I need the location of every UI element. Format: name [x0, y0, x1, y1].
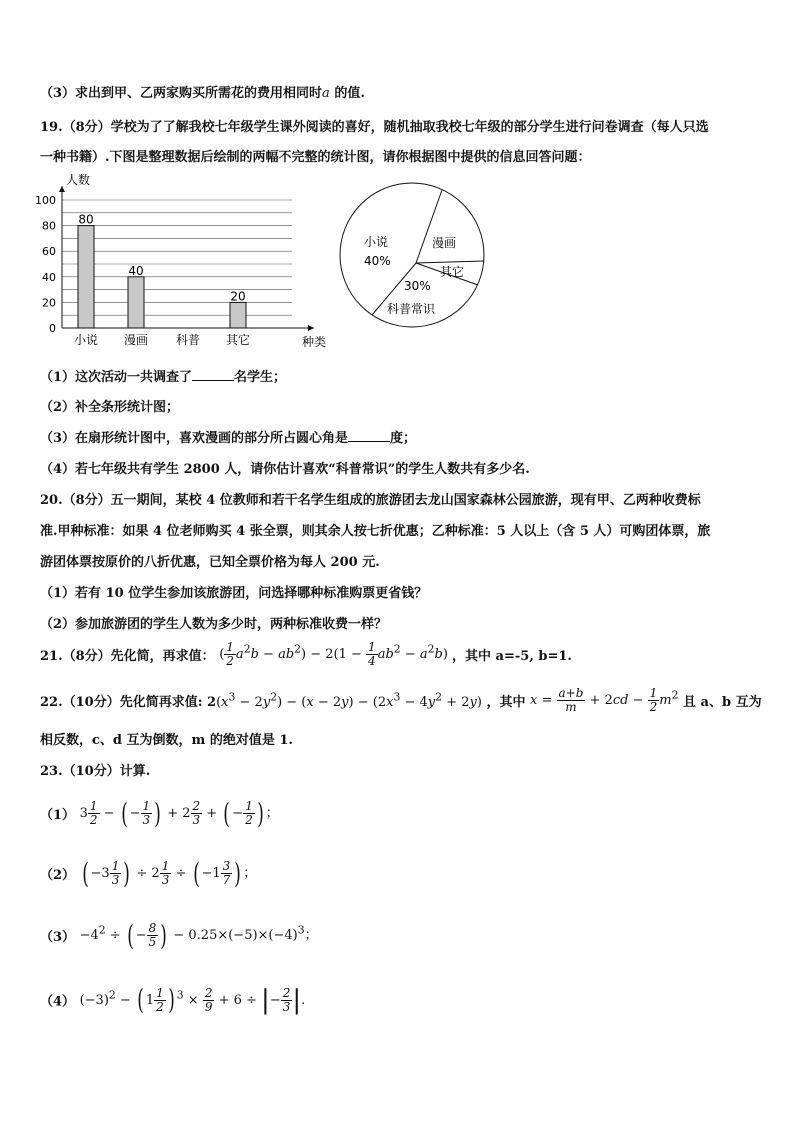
y-tick-label: 40	[42, 270, 56, 284]
x-tick-label: 科普	[175, 333, 201, 347]
y-tick-label: 100	[35, 194, 56, 207]
bar-value-label: 20	[230, 289, 246, 304]
q21-expression: ( $\frac{1}{2}$ $a^2b - ab^2) - 2(1$ − $\frac{1}{4}$ $ab^2 - a^2b$)	[219, 640, 453, 668]
y-tick-label: 60	[42, 245, 56, 259]
q23-2-expression: ( −3 $\frac{1}{3}$ ) ÷ 2 $\frac{1}{3}$ ÷ ( −1 $\frac{3}{7}$ ) ；	[81, 856, 257, 890]
q20-line-3: 游团体票按原价的八折优惠，已知全票价格为每人 200 元.	[40, 555, 380, 570]
y-axis-arrow	[59, 186, 65, 192]
pie-label: 小说	[364, 235, 389, 249]
bar-chart	[30, 172, 340, 352]
bar	[230, 302, 246, 328]
q23-4-expression: $(-3)^2$ − ( 1 $\frac{1}{2}$ ) $^3$ × $\frac{2}{9}$ + 6 ÷ |− $\frac{2}{3}$ |.	[79, 983, 306, 1016]
q19-3: （3）在扇形统计图中，喜欢漫画的部分所占圆心角是 度；	[40, 431, 417, 446]
x-axis-label: 种类	[302, 335, 327, 349]
pie-percent: 40%	[364, 254, 391, 268]
answer-blank	[192, 368, 234, 381]
pie-chart	[330, 180, 500, 330]
bar-value-label: 80	[78, 212, 94, 227]
q19-line-2: 一种书籍）.下图是整理数据后绘制的两幅不完整的统计图，请你根据图中提供的信息回答问题：	[40, 150, 591, 165]
q21: 21.（8分）先化简，再求值： ( $\frac{1}{2}$ $a^2b - ab^2) - 2(1$ − $\frac{1}{4}$ $ab^2 - a^2b$) ，其中 a=-5, b=1.	[40, 640, 572, 668]
q19-line-1: 19.（8分）学校为了了解我校七年级学生课外阅读的喜好，随机抽取我校七年级的部分学生进行问卷调查（每人只选	[40, 120, 709, 135]
answer-blank	[348, 429, 390, 442]
pie-label: 漫画	[432, 236, 457, 250]
pie-label: 科普常识	[387, 302, 436, 316]
q20-1: （1）若有 10 位学生参加该旅游团，问选择哪种标准购票更省钱？	[40, 586, 428, 601]
q23-title: 23.（10分）计算.	[40, 764, 151, 779]
q19-2: （2）补全条形统计图；	[40, 400, 180, 415]
y-tick-label: 20	[42, 296, 56, 310]
q20-line-1: 20.（8分）五一期间，某校 4 位教师和若干名学生组成的旅游团去龙山国家森林公园旅游，现有甲、乙两种收费标	[40, 493, 701, 508]
q22-x-definition: x = $\frac{a+b}{m}$ + 2cd − $\frac{1}{2}$ $m^2$	[529, 686, 679, 714]
q23-3: $(3) -4^2$ ÷ ( − $\frac{8}{5}$ ) − $0.25\times(-5)\times(-4)^3$；	[40, 918, 318, 952]
q23-3-expression: $-4^2$ ÷ ( − $\frac{8}{5}$ ) − $0.25\times(-5)\times(-4)^3$；	[79, 918, 318, 952]
q22-expression: $(x^3 - 2y^2) - (x - 2y) - (2x^3 - 4y^2 + 2y)$	[216, 690, 482, 711]
q20-line-2: 准.甲种标准：如果 4 位老师购买 4 张全票，则其余人按七折优惠；乙种标准：5 人以上（含 5 人）可购团体票，旅	[40, 524, 711, 539]
q23-4: （4） $(-3)^2$ − ( 1 $\frac{1}{2}$ ) $^3$ × $\frac{2}{9}$ + 6 ÷ |− $\frac{2}{3}$ |.	[40, 983, 306, 1016]
q23-1: （1） 3 $\frac{1}{2}$ − ( − $\frac{1}{3}$ ) + 2 $\frac{2}{3}$ + ( − $\frac{1}{2}$ ) ；	[40, 796, 279, 830]
q22: 22.（10分）先化简再求值: $2(x^3 - 2y^2) - (x - 2y) - (2x^3 - 4y^2 + 2y)$ ，其中 x = $\frac{a+b}{m}$ + 2cd − $\frac{1}{2}$ $m^2$ 且 a、b 互为	[40, 686, 762, 714]
q19-1: （1）这次活动一共调查了 名学生；	[40, 370, 287, 385]
bar	[128, 277, 144, 328]
q22-line-2: 相反数，c、d 互为倒数，m 的绝对值是 1.	[40, 733, 293, 748]
q23-2: （2） ( −3 $\frac{1}{3}$ ) ÷ 2 $\frac{1}{3}$ ÷ ( −1 $\frac{3}{7}$ ) ；	[40, 856, 257, 890]
q23-1-expression: 3 $\frac{1}{2}$ − ( − $\frac{1}{3}$ ) + 2 $\frac{2}{3}$ + ( − $\frac{1}{2}$ ) ；	[79, 796, 279, 830]
pie-percent: 30%	[404, 279, 431, 293]
y-tick-label: 0	[49, 322, 56, 335]
y-tick-label: 80	[42, 219, 56, 233]
q20-2: （2）参加旅游团的学生人数为多少时，两种标准收费一样？	[40, 617, 388, 632]
q18-3-line: （3）求出到甲、乙两家购买所需花的费用相同时a 的值.	[40, 86, 365, 101]
q19-4: （4）若七年级共有学生 2800 人，请你估计喜欢“科普常识”的学生人数共有多少名.	[40, 462, 530, 477]
y-axis-label: 人数	[66, 173, 91, 187]
pie-label: 其它	[440, 265, 465, 279]
x-tick-label: 小说	[73, 333, 99, 347]
var-a: a	[322, 86, 330, 101]
x-axis-arrow	[308, 325, 314, 331]
bar-value-label: 40	[128, 263, 144, 278]
x-tick-label: 漫画	[123, 333, 149, 347]
x-tick-label: 其它	[225, 333, 251, 347]
bar	[78, 226, 94, 328]
